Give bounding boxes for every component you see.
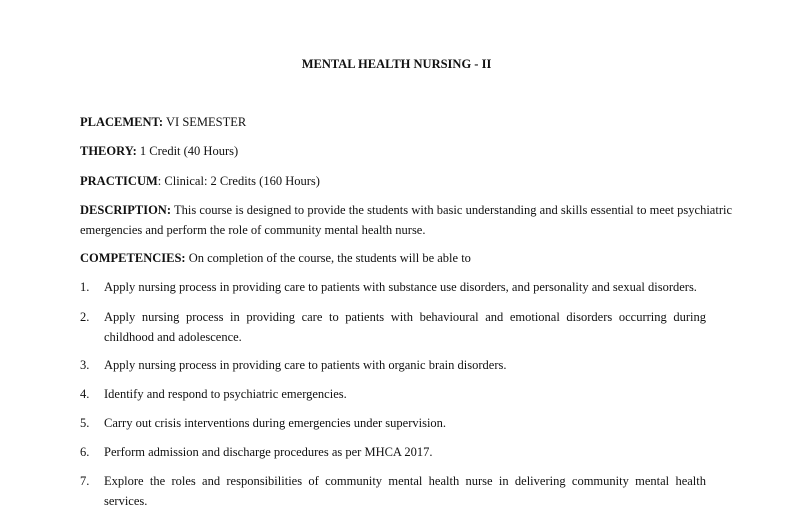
- list-item: [80, 277, 732, 297]
- practicum-line: [80, 171, 732, 191]
- list-item-number: 6.: [80, 445, 90, 459]
- placement-value: VI SEMESTER: [166, 115, 247, 129]
- list-item-number: 5.: [80, 416, 90, 430]
- theory-label: THEORY:: [80, 144, 137, 158]
- description-label: DESCRIPTION:: [80, 203, 171, 217]
- competencies-label: COMPETENCIES:: [80, 251, 186, 265]
- description-paragraph: [80, 200, 732, 240]
- list-item-text: Explore the roles and responsibilities of community mental health nurse in delivering community mental health services.: [104, 474, 706, 508]
- list-item: [80, 413, 732, 433]
- list-item-text: Carry out crisis interventions during emergencies under supervision.: [104, 416, 447, 430]
- placement-label: PLACEMENT:: [80, 115, 164, 129]
- list-item: [80, 384, 732, 404]
- list-item-number: 2.: [80, 310, 90, 324]
- competencies-line: [80, 248, 732, 268]
- practicum-value: : Clinical: 2 Credits (160 Hours): [157, 174, 320, 188]
- description-text: This course is designed to provide the students with basic understanding and skills essential to meet psychiatric emergencies and perform the role of community mental health nurse.: [80, 203, 732, 237]
- list-item: [80, 307, 732, 347]
- page-title: MENTAL HEALTH NURSING - II: [301, 57, 492, 71]
- practicum-label: PRACTICUM: [80, 174, 158, 188]
- list-item-number: 3.: [80, 358, 90, 372]
- list-item: [80, 355, 732, 375]
- placement-line: [80, 112, 732, 132]
- list-item-text: Apply nursing process in providing care to patients with organic brain disorders.: [104, 358, 507, 372]
- list-item-number: 4.: [80, 387, 90, 401]
- list-item-text: Apply nursing process in providing care to patients with behavioural and emotional disorders occurring during childhood and adolescence.: [104, 310, 706, 344]
- list-item: [80, 442, 732, 462]
- theory-line: [80, 141, 732, 161]
- list-item-text: Identify and respond to psychiatric emergencies.: [104, 387, 347, 401]
- list-item-text: Perform admission and discharge procedures as per MHCA 2017.: [104, 445, 433, 459]
- theory-value: 1 Credit (40 Hours): [139, 144, 239, 158]
- list-item-number: 7.: [80, 474, 90, 488]
- list-item-number: 1.: [80, 280, 90, 294]
- list-item-text: Apply nursing process in providing care to patients with substance use disorders, and personality and sexual disorders.: [104, 280, 697, 294]
- list-item: [80, 471, 732, 511]
- competencies-intro: On completion of the course, the students will be able to: [188, 251, 471, 265]
